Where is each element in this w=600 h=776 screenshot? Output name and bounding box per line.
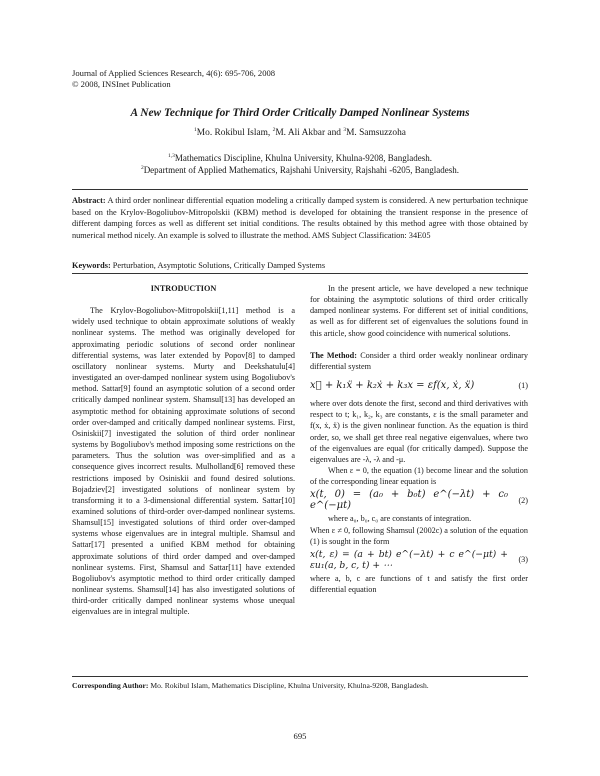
affiliation-1 [0, 152, 600, 164]
page-number: 695 [293, 731, 307, 741]
affiliation-2-sup: 2 [140, 165, 144, 171]
introduction-paragraph: The Krylov-Bogoliubov-Mitropolskii[1,11] method is a widely used technique to obtain approximate solutions of weakly nonlinear systems. The method was originally developed for approximating periodic solutions of second order nonlinear differential systems, was later extended by Popov[8] to damped oscillatory nonlinear systems. Murty and Deekshatulu[4] investigated an over-damped nonlinear system using Bogoliubov's method. Sattar[9] found an asymptotic solution of a second order critically damped nonlinear system. Shamsul[13] has developed an asymptotic method for obtaining approximate solutions of second order over-damped and critically damped nonlinear systems. First, Osiniskii[7] investigated the solution of third order nonlinear systems by Bogoliubov's method imposing some restrictions on the parameters. Thus the solution was over-simplified and as a consequence gives incorrect results. Mulholland[6] removed these restrictions imposed by Osiniskii and found desired solutions. Bojadziev[2] investigated solutions of nonlinear system by transforming it to a 3-dimensional differential system. Sattar[10] examined solutions of third-order over-damped nonlinear systems. Shamsul[15] investigated solutions of third order over-damped systems whose eigenvalues are in integral multiple. Shamsul and Sattar[17] presented a unified KBM method for obtaining approximate solutions of third order damped and over-damped nonlinear systems. First, Shamsul and Sattar[11] have extended Bogoliubov's asymptotic method to third order critically damped nonlinear systems. Shamsul[14] has also investigated solutions of third-order critically damped nonlinear systems whose unequal eigenvalues are in integral multiple. [72, 306, 295, 617]
equation-3 [310, 547, 528, 573]
paper-title: A New Technique for Third Order Critically Damped Nonlinear Systems [130, 107, 470, 119]
equation-2-body: x(t, 0) = (a₀ + b₀t) e^(−λt) + c₀ e^(−μt) [310, 489, 508, 512]
when-eps-nonzero-paragraph: When ε ≠ 0, following Shamsul (2002c) a solution of the equation (1) is sought in the form [310, 525, 528, 546]
equation-1-number: (1) [518, 380, 528, 390]
author-1-sup: 1 [194, 126, 197, 133]
author-2-sup: 2 [272, 126, 276, 133]
footer-rule [72, 676, 528, 677]
abstract [72, 195, 528, 241]
method-label: The Method: [310, 350, 357, 360]
corresponding-author-label: Corresponding Author: [72, 681, 149, 690]
publisher-line: © 2008, INSInet Publication [72, 79, 171, 89]
affiliation-1-text: Mathematics Discipline, Khulna University, Khulna-9208, Bangladesh. [174, 153, 432, 163]
final-paragraph: where a, b, c are functions of t and satisfy the first order differential equation [310, 573, 528, 594]
present-article-paragraph: In the present article, we have developed a new technique for obtaining the asymptotic solutions of third order critically damped nonlinear systems. For different set of initial conditions, as well as for different set of eigenvalues the solutions found in this article, show good coincidence with numerical solutions. [310, 284, 528, 338]
right-column [310, 283, 528, 595]
introduction-heading: INTRODUCTION [150, 284, 217, 293]
keywords-bottom-rule [72, 273, 528, 274]
equation-2-number: (2) [518, 495, 528, 505]
author-list [0, 128, 600, 138]
equation-2 [310, 487, 528, 513]
abstract-text: A third order nonlinear differential equation modeling a critically damped system is considered. A new perturbation technique based on the Krylov-Bogoliubov-Mitropolskii (KBM) method is developed for obtaining the transient response in the presence of different damping forces as well as different set initial conditions. The results obtained by this method agree with those obtained by numerical method nicely. An example is solved to illustrate the method. AMS Subject Classification: 34E05 [72, 196, 528, 240]
corresponding-author [72, 681, 528, 690]
left-column [72, 283, 295, 618]
abstract-top-rule [72, 189, 528, 190]
equation-3-number: (3) [518, 555, 528, 565]
method-text: Consider a third order weakly nonlinear ordinary differential system [310, 350, 528, 371]
when-eps-zero-paragraph: When ε = 0, the equation (1) become linear and the solution of the corresponding linear equation is [310, 466, 528, 487]
keywords-text: Perturbation, Asymptotic Solutions, Critically Damped Systems [112, 261, 326, 270]
author-1: Mo. Rokibul Islam, [196, 128, 273, 138]
constants-paragraph: where a₀, b₀, c₀ are constants of integration. [328, 514, 472, 524]
affiliations [0, 152, 600, 176]
corresponding-author-text: Mo. Rokibul Islam, Mathematics Discipline, Khulna University, Khulna-9208, Bangladesh. [150, 681, 429, 690]
keywords [72, 261, 528, 270]
after-equation-1: where over dots denote the first, second and third derivatives with respect to t; k₁, k₂, k₃ are constants, ε is the small parameter and f(x, ẋ, ẍ) is the given nonlinear function. As the equation is third order, so, we shall get three real negative eigenvalues, where two of the eigenvalues are equal (for critically damped). Suppose the eigenvalues are -λ, -λ and -μ. [310, 399, 528, 464]
affiliation-2-text: Department of Applied Mathematics, Rajshahi University, Rajshahi -6205, Bangladesh. [143, 165, 460, 175]
author-3: M. Samsuzzoha [346, 128, 406, 138]
author-2: M. Ali Akbar and [275, 128, 344, 138]
equation-3-body: x(t, ε) = (a + bt) e^(−λt) + c e^(−μt) + εu₁(a, b, c, t) + ⋯ [310, 548, 508, 571]
journal-citation: Journal of Applied Sciences Research, 4(6): 695-706, 2008 [72, 68, 276, 78]
journal-header [72, 68, 275, 90]
equation-1 [310, 372, 528, 398]
author-3-sup: 3 [343, 126, 347, 133]
method-paragraph [310, 350, 528, 372]
keywords-label: Keywords: [72, 261, 111, 270]
affiliation-1-sup: 1,3 [168, 153, 175, 159]
equation-1-body: x⃛ + k₁ẍ + k₂ẋ + k₃x = εf(x, ẋ, ẍ) [310, 379, 475, 391]
abstract-label: Abstract: [72, 196, 106, 205]
affiliation-2 [0, 164, 600, 176]
